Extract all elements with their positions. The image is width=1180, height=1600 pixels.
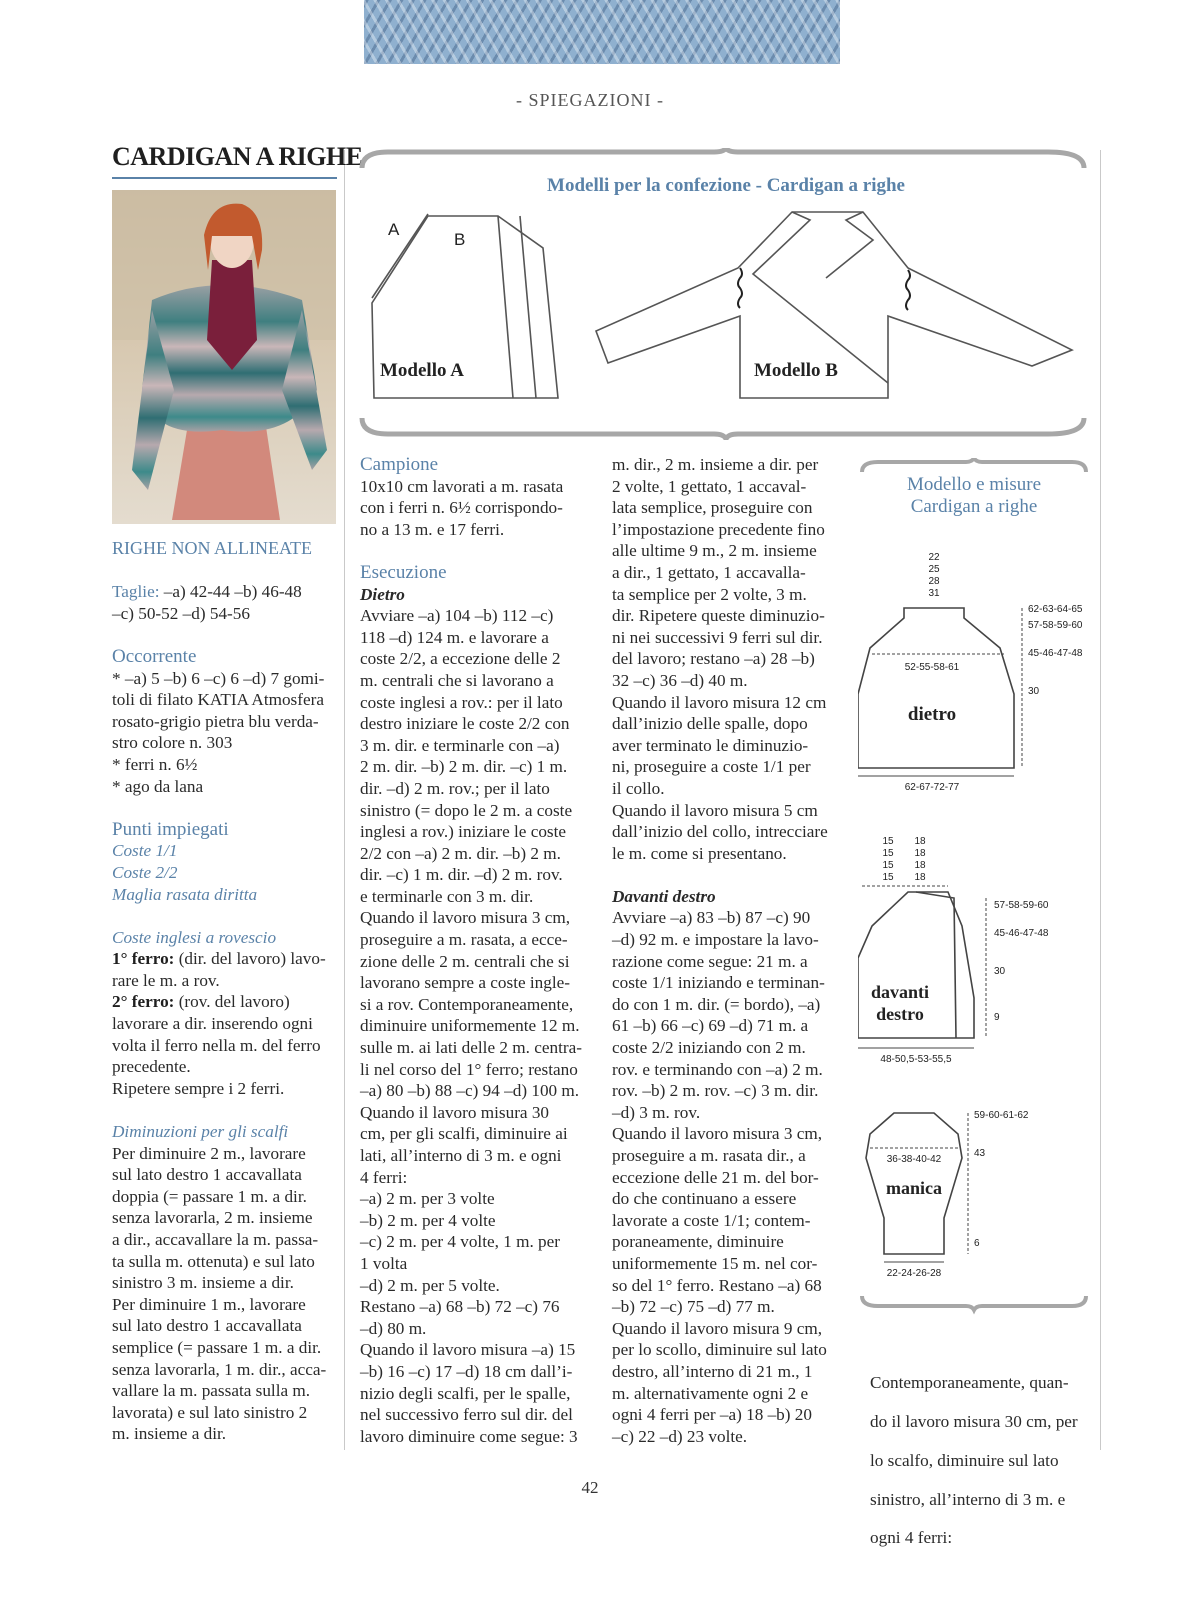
text-line: 3 m. dir. e terminarle con –a): [360, 735, 560, 755]
text-line: ta sulla m. ottenuta) e sul lato: [112, 1251, 315, 1271]
davanti-label-2: destro: [876, 1004, 924, 1024]
text-line: –b) 16 –c) 17 –d) 18 cm dall’i-: [360, 1361, 573, 1381]
pattern-title: CARDIGAN A RIGHE: [112, 142, 363, 171]
dim-label: 30: [1028, 686, 1040, 697]
text-line: m. centrali che si lavorano a: [360, 670, 554, 690]
row-label: 2° ferro:: [112, 992, 175, 1012]
text-line: si a rov. Contemporaneamente,: [360, 994, 574, 1014]
text-line: sul lato destro 1 accavallata: [112, 1316, 302, 1336]
text-line: ogni 4 ferri:: [870, 1528, 953, 1548]
text-line: * –a) 5 –b) 6 –c) 6 –d) 7 gomi-: [112, 668, 325, 688]
text-line: –d) 3 m. rov.: [612, 1102, 701, 1122]
text-line: stro colore n. 303: [112, 733, 233, 753]
dim-label: 18: [914, 836, 926, 847]
page-number: 42: [581, 1478, 599, 1497]
davanti-heading: Davanti destro: [612, 886, 716, 906]
text-line: senza lavorarla, 2 m. insieme: [112, 1208, 313, 1228]
dim-label: 18: [914, 872, 926, 883]
davanti-label-1: davanti: [870, 982, 930, 1002]
dim-label: 28: [928, 576, 940, 587]
column-1: [112, 538, 340, 1445]
text-line: lavorate a coste 1/1; contem-: [612, 1210, 811, 1230]
text-line: ta semplice per 2 volte, 3 m.: [612, 584, 807, 604]
text-line: 2/2 con –a) 2 m. dir. –b) 2 m.: [360, 843, 561, 863]
text-line: vallare la m. passata sulla m.: [112, 1381, 311, 1401]
text-line: 4 ferri:: [360, 1167, 408, 1187]
stitch-name: Coste 2/2: [112, 862, 178, 882]
taglie-line: [112, 581, 340, 603]
garment-diagram: [348, 148, 1098, 440]
text-line: 118 –d) 124 m. e lavorare a: [360, 627, 549, 647]
text-line: a dir., accavallare la m. passa-: [112, 1230, 319, 1249]
text-line: Quando il lavoro misura 30: [360, 1102, 550, 1122]
text-line: [112, 991, 340, 1013]
stitch-name: Maglia rasata diritta: [112, 884, 258, 904]
text-line: lavorata) e sul lato sinistro 2: [112, 1402, 308, 1422]
dietro-label: dietro: [907, 704, 957, 725]
text-line: Quando il lavoro misura –a) 15: [360, 1340, 576, 1360]
text-line: dall’inizio del collo, intrecciare: [612, 822, 828, 842]
text-line: rosato-grigio pietra blu verda-: [112, 711, 319, 731]
text-line: lata semplice, proseguire con: [612, 498, 813, 518]
diminuzioni-heading: Diminuzioni per gli scalfi: [112, 1122, 289, 1142]
text-line: Per diminuire 1 m., lavorare: [112, 1294, 306, 1314]
knit-texture-banner: [364, 0, 840, 64]
text-line: sul lato destro 1 accavallata: [112, 1165, 302, 1185]
text-line: uniformemente 15 m. nel cor-: [612, 1253, 818, 1273]
campione-heading: Campione: [360, 454, 439, 475]
text-line: ogni 4 ferri per –a) 18 –b) 20: [612, 1405, 812, 1425]
dim-label: 15: [882, 836, 894, 847]
text-line: zione delle 2 m. centrali che si: [360, 951, 570, 971]
dim-label: 62-63-64-65: [1028, 604, 1083, 615]
section-title: - SPIEGAZIONI -: [516, 90, 664, 110]
text-line: nel successivo ferro sul dir. del: [360, 1405, 573, 1425]
manica-label: manica: [886, 1178, 942, 1198]
text-line: alle ultime 9 m., 2 m. insieme: [612, 541, 817, 561]
text-line: –c) 22 –d) 23 volte.: [612, 1426, 748, 1446]
text-line: sinistro, all’interno di 3 m. e: [870, 1489, 1066, 1509]
text-line: (rov. del lavoro): [174, 992, 290, 1012]
text-line: Quando il lavoro misura 9 cm,: [612, 1318, 823, 1338]
subtitle: RIGHE NON ALLINEATE: [112, 538, 312, 558]
coste-inglesi-heading: Coste inglesi a rovescio: [112, 927, 277, 947]
text-line: dir. –d) 2 m. rov.; per il lato: [360, 778, 550, 798]
text-line: coste inglesi a rov.: per il lato: [360, 692, 563, 712]
esecuzione-heading: Esecuzione: [360, 561, 447, 583]
brace-top: [862, 458, 1086, 472]
text-line: do che continuano a essere: [612, 1189, 797, 1209]
text-line: lati, all’interno di 3 m. e ogni: [360, 1146, 562, 1165]
dim-label: 25: [928, 564, 940, 575]
text-line: e terminarle con 3 m. dir.: [360, 886, 534, 906]
text-line: –d) 2 m. per 5 volte.: [360, 1275, 500, 1295]
text-line: semplice (= passare 1 m. a dir.: [112, 1337, 322, 1357]
column-3: [612, 454, 844, 1447]
text-line: coste 2/2, a eccezione delle 2: [360, 649, 561, 669]
dietro-text: [360, 605, 592, 1447]
text-line: a dir., 1 gettato, 1 accavalla-: [612, 562, 806, 582]
text-line: eccezione delle 21 m. del bor-: [612, 1167, 819, 1187]
text-line: cm, per gli scalfi, diminuire ai: [360, 1124, 568, 1144]
text-line: –b) 72 –c) 75 –d) 77 m.: [612, 1297, 775, 1317]
text-line: (dir. del lavoro) lavo-: [174, 949, 326, 969]
occorrente-heading: Occorrente: [112, 645, 197, 667]
dim-label: 6: [974, 1238, 980, 1249]
dim-label: 52-55-58-61: [904, 662, 960, 673]
model-photo: [112, 190, 336, 524]
text-line: rov. e terminando con –a) 2 m.: [612, 1059, 823, 1079]
text-line: l’impostazione precedente fino: [612, 519, 825, 539]
text-line: Per diminuire 2 m., lavorare: [112, 1143, 306, 1163]
text-line: * ferri n. 6½: [112, 754, 198, 774]
dim-label: 31: [928, 588, 940, 599]
dim-label: 15: [882, 860, 894, 871]
text-line: inglesi a rov.) iniziare le coste: [360, 822, 567, 842]
text-line: Quando il lavoro misura 3 cm,: [612, 1124, 823, 1144]
column-4-text: [870, 1355, 1098, 1566]
dim-label: 45-46-47-48: [994, 928, 1049, 939]
text-line: m. insieme a dir.: [112, 1424, 227, 1444]
text-line: coste 1/1 iniziando e terminan-: [612, 973, 825, 993]
schema-title-2: Cardigan a righe: [910, 496, 1038, 517]
text-line: le m. come si presentano.: [612, 843, 787, 863]
text-line: con i ferri n. 6½ corrispondo-: [360, 498, 563, 518]
text-line: do il lavoro misura 30 cm, per: [870, 1411, 1078, 1431]
text-line: per lo scollo, diminuire sul lato: [612, 1340, 827, 1360]
text-line: proseguire a m. rasata, a ecce-: [360, 930, 568, 950]
punti-heading: Punti impiegati: [112, 818, 229, 840]
brace-top: [362, 148, 1084, 168]
schema-title-1: Modello e misure: [906, 474, 1042, 495]
text-line: 2 m. dir. –b) 2 m. dir. –c) 1 m.: [360, 757, 568, 777]
text-line: –a) 2 m. per 3 volte: [360, 1189, 495, 1209]
text-line: lavoro diminuire come segue: 3: [360, 1426, 578, 1446]
text-line: ni nei successivi 9 ferri sul dir.: [612, 627, 823, 647]
dim-label: 57-58-59-60: [994, 900, 1049, 911]
dim-label: 15: [882, 848, 894, 859]
text-line: –c) 50-52 –d) 54-56: [112, 603, 250, 623]
text-line: sulle m. ai lati delle 2 m. centra-: [360, 1038, 582, 1058]
text-line: –a) 80 –b) 88 –c) 94 –d) 100 m.: [360, 1081, 580, 1101]
text-line: destro iniziare le coste 2/2 con: [360, 714, 570, 734]
label-a: A: [388, 220, 400, 239]
text-line: lavorare a dir. inserendo ogni: [112, 1014, 313, 1034]
text-line: precedente.: [112, 1057, 191, 1077]
text-line: m. alternativamente ogni 2 e: [612, 1383, 809, 1403]
zigzag-seam: [738, 268, 742, 308]
modello-a-label: Modello A: [380, 360, 464, 381]
zigzag-seam: [906, 270, 910, 310]
text-line: dall’inizio delle spalle, dopo: [612, 714, 808, 734]
text-line: li nel corso del 1° ferro; restano: [360, 1059, 578, 1079]
text-line: rare le m. a rov.: [112, 970, 220, 990]
text-line: dir. –c) 1 m. dir. –d) 2 m. rov.: [360, 865, 563, 885]
text-line: proseguire a m. rasata dir., a: [612, 1146, 806, 1165]
text-line: * ago da lana: [112, 776, 204, 796]
dim-label: 22: [928, 552, 940, 563]
dim-label: 59-60-61-62: [974, 1110, 1029, 1121]
title-underline: [112, 177, 337, 179]
text-line: Quando il lavoro misura 12 cm: [612, 692, 827, 712]
text-line: sinistro 3 m. insieme a dir.: [112, 1273, 294, 1293]
text-line: –b) 2 m. per 4 volte: [360, 1210, 496, 1230]
brace-bottom: [362, 418, 1084, 439]
column-divider: [344, 150, 345, 1450]
text-line: 2 volte, 1 gettato, 1 accaval-: [612, 476, 807, 496]
stitch-name: Coste 1/1: [112, 841, 178, 861]
text-line: sinistro (= dopo le 2 m. a coste: [360, 800, 573, 820]
dim-label: 36-38-40-42: [886, 1154, 942, 1165]
text-line: –a) 42-44 –b) 46-48: [159, 582, 302, 602]
dim-label: 57-58-59-60: [1028, 620, 1083, 631]
text-line: Restano –a) 68 –b) 72 –c) 76: [360, 1297, 560, 1317]
dim-label: 30: [994, 966, 1006, 977]
text-line: 61 –b) 66 –c) 69 –d) 71 m. a: [612, 1016, 809, 1036]
text-line: poraneamente, diminuire: [612, 1232, 784, 1252]
dim-label: 45-46-47-48: [1028, 648, 1083, 659]
dim-label: 15: [882, 872, 894, 883]
dim-label: 43: [974, 1148, 986, 1159]
text-line: –d) 80 m.: [360, 1318, 427, 1338]
text-line: –d) 92 m. e impostare la lavo-: [612, 930, 819, 950]
text-line: lavorano sempre a coste ingle-: [360, 973, 570, 993]
text-line: Quando il lavoro misura 3 cm,: [360, 908, 571, 928]
diagram-title: Modelli per la confezione - Cardigan a righe: [547, 175, 905, 196]
taglie-label: Taglie:: [112, 582, 160, 602]
text-line: m. dir., 2 m. insieme a dir. per: [612, 455, 819, 474]
text-line: doppia (= passare 1 m. a dir.: [112, 1186, 307, 1206]
dietro-heading: Dietro: [360, 584, 405, 604]
text-line: lo scalfo, diminuire sul lato: [870, 1450, 1059, 1470]
dim-label: 48-50,5-53-55,5: [880, 1054, 952, 1065]
text-line: dir. Ripetere queste diminuzio-: [612, 606, 825, 626]
text-line: senza lavorarla, 1 m. dir., acca-: [112, 1359, 327, 1379]
text-line: so del 1° ferro. Restano –a) 68: [612, 1275, 822, 1295]
measurement-schema: [858, 458, 1098, 1338]
text-line: Avviare –a) 104 –b) 112 –c): [360, 606, 554, 626]
text-line: 10x10 cm lavorati a m. rasata: [360, 476, 564, 496]
column-divider: [1100, 150, 1101, 1450]
text-line: 32 –c) 36 –d) 40 m.: [612, 670, 748, 690]
text-line: volta il ferro nella m. del ferro: [112, 1035, 321, 1055]
row-label: 1° ferro:: [112, 949, 175, 969]
text-line: rov. –b) 2 m. rov. –c) 3 m. dir.: [612, 1081, 819, 1101]
text-line: il collo.: [612, 778, 665, 798]
dim-label: 18: [914, 860, 926, 871]
dietro-text-continued: [612, 454, 844, 864]
text-line: Contemporaneamente, quan-: [870, 1373, 1069, 1393]
text-line: del lavoro; restano –a) 28 –b): [612, 649, 815, 669]
text-line: ni, proseguire a coste 1/1 per: [612, 757, 811, 777]
text-line: do con 1 m. dir. (= bordo), –a): [612, 994, 821, 1014]
text-line: destro, all’interno di 21 m., 1: [612, 1361, 813, 1381]
text-line: Avviare –a) 83 –b) 87 –c) 90: [612, 908, 811, 928]
dim-label: 18: [914, 848, 926, 859]
text-line: Quando il lavoro misura 5 cm: [612, 800, 818, 820]
text-line: razione come segue: 21 m. a: [612, 951, 808, 971]
column-2: [360, 454, 592, 1447]
modello-b-label: Modello B: [754, 360, 838, 381]
text-line: –c) 2 m. per 4 volte, 1 m. per: [360, 1232, 560, 1252]
dim-label: 9: [994, 1012, 1000, 1023]
brace-bottom: [862, 1296, 1086, 1310]
dietro-shape: [858, 608, 1014, 768]
text-line: no a 13 m. e 17 ferri.: [360, 519, 505, 539]
text-line: toli di filato KATIA Atmosfera: [112, 690, 324, 710]
text-line: coste 2/2 iniziando con 2 m.: [612, 1038, 806, 1058]
dim-label: 62-67-72-77: [904, 782, 960, 793]
text-line: 1 volta: [360, 1253, 408, 1273]
text-line: nizio degli scalfi, per le spalle,: [360, 1383, 571, 1403]
text-line: [112, 948, 340, 970]
davanti-text: [612, 907, 844, 1447]
label-b: B: [454, 230, 466, 249]
dim-label: 22-24-26-28: [886, 1268, 942, 1279]
text-line: aver terminato le diminuzio-: [612, 735, 809, 755]
text-line: diminuire uniformemente 12 m.: [360, 1016, 580, 1036]
text-line: Ripetere sempre i 2 ferri.: [112, 1078, 285, 1098]
